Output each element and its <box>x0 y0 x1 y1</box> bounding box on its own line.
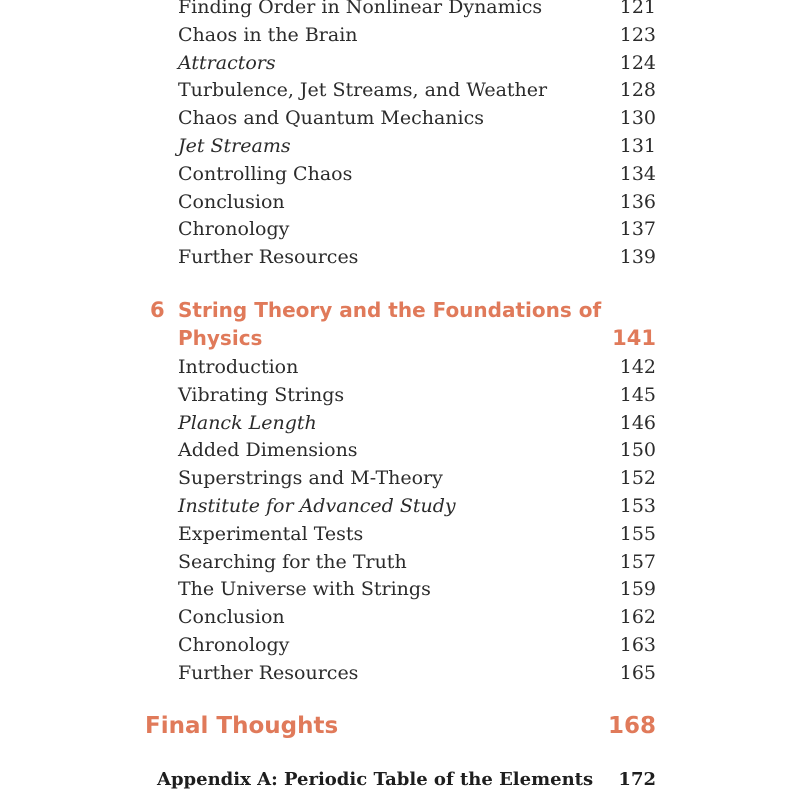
toc-entry-page: 153 <box>619 495 656 517</box>
toc-entry-title: Planck Length <box>178 411 317 434</box>
toc-entry <box>178 0 656 20</box>
chapter-6-title: String Theory and the Foundations of Physics <box>178 298 602 350</box>
toc-entry <box>178 660 656 686</box>
toc-entry-title: Chaos and Quantum Mechanics <box>178 107 485 130</box>
toc-entry <box>178 244 656 270</box>
toc-entry <box>178 161 656 187</box>
toc-entry <box>178 493 656 519</box>
final-thoughts-page: 168 <box>607 713 656 739</box>
toc-entry-title: Turbulence, Jet Streams, and Weather <box>178 79 548 102</box>
toc-entry <box>178 22 656 48</box>
toc-entry <box>178 465 656 491</box>
toc-entry-title: Introduction <box>178 356 299 378</box>
toc-entry-title: The Universe with Strings <box>178 578 431 601</box>
toc-entry-title: Added Dimensions <box>178 439 358 462</box>
toc-entry-page: 172 <box>618 769 656 790</box>
toc-entry-title: Experimental Tests <box>178 522 364 545</box>
toc-entry-page: 155 <box>619 522 656 545</box>
toc-entry-page: 165 <box>619 661 656 684</box>
toc-entry <box>178 410 656 436</box>
toc-entry <box>178 437 656 463</box>
toc-entry-title: Conclusion <box>178 606 285 629</box>
toc-entry-title: Conclusion <box>178 190 285 213</box>
toc-entry-title: Appendix A: Periodic Table of the Elements <box>157 769 594 790</box>
toc-entry-page: 123 <box>619 23 656 46</box>
toc-entry-page: 128 <box>619 79 656 102</box>
toc-entry-title: Searching for the Truth <box>178 550 407 573</box>
toc-entry-page: 145 <box>619 383 656 406</box>
toc-entry <box>178 632 656 658</box>
toc-entry-title: Jet Streams <box>178 135 291 157</box>
toc-entry-title: Controlling Chaos <box>178 162 353 185</box>
toc-entry <box>178 604 656 630</box>
toc-entry-page: 159 <box>619 578 656 601</box>
final-thoughts-entry <box>145 710 656 742</box>
toc-entry <box>178 354 656 380</box>
toc-entry <box>178 549 656 575</box>
toc-entry <box>178 216 656 242</box>
toc-entry-title: Institute for Advanced Study <box>178 495 456 517</box>
toc-entry-page: 130 <box>619 107 656 130</box>
toc-entry-title: Superstrings and M-Theory <box>178 467 443 490</box>
toc-entry-title: Chronology <box>178 634 290 656</box>
toc-entry-page: 152 <box>619 467 656 490</box>
toc-entry-page: 146 <box>619 411 656 434</box>
final-thoughts-title: Final Thoughts <box>145 713 339 739</box>
toc-entry-page: 124 <box>619 51 656 74</box>
toc-entry-page: 139 <box>619 246 656 269</box>
toc-entry-page: 163 <box>619 634 656 656</box>
toc-entry-page: 134 <box>619 162 656 185</box>
toc-entry-title: Chronology <box>178 218 290 241</box>
toc-entry-page: 162 <box>619 606 656 629</box>
toc-entry-title: Finding Order in Nonlinear Dynamics <box>178 0 543 18</box>
toc-entry-title: Chaos in the Brain <box>178 23 358 46</box>
toc-entry <box>178 50 656 76</box>
toc-entry-title: Further Resources <box>178 661 359 684</box>
toc-entry <box>178 77 656 103</box>
chapter-6-number: 6 <box>150 298 165 322</box>
toc-entry-page: 121 <box>619 0 656 18</box>
toc-entry <box>178 521 656 547</box>
toc-entry-title: Vibrating Strings <box>178 383 345 406</box>
toc-entry-title: Attractors <box>178 51 276 74</box>
chapter-6-page: 141 <box>612 326 656 350</box>
toc-entry <box>178 576 656 602</box>
toc-entry <box>178 189 656 215</box>
toc-entry <box>178 133 656 159</box>
toc-entry-title: Further Resources <box>178 246 359 269</box>
toc-entry-page: 142 <box>619 356 656 378</box>
toc-entry-page: 137 <box>619 218 656 241</box>
toc-entry-page: 131 <box>619 135 656 157</box>
toc-entry <box>157 767 656 793</box>
toc-entry <box>178 382 656 408</box>
toc-entry <box>178 105 656 131</box>
toc-entry-page: 157 <box>619 550 656 573</box>
toc-entry-page: 136 <box>619 190 656 213</box>
toc-entry-page: 150 <box>619 439 656 462</box>
